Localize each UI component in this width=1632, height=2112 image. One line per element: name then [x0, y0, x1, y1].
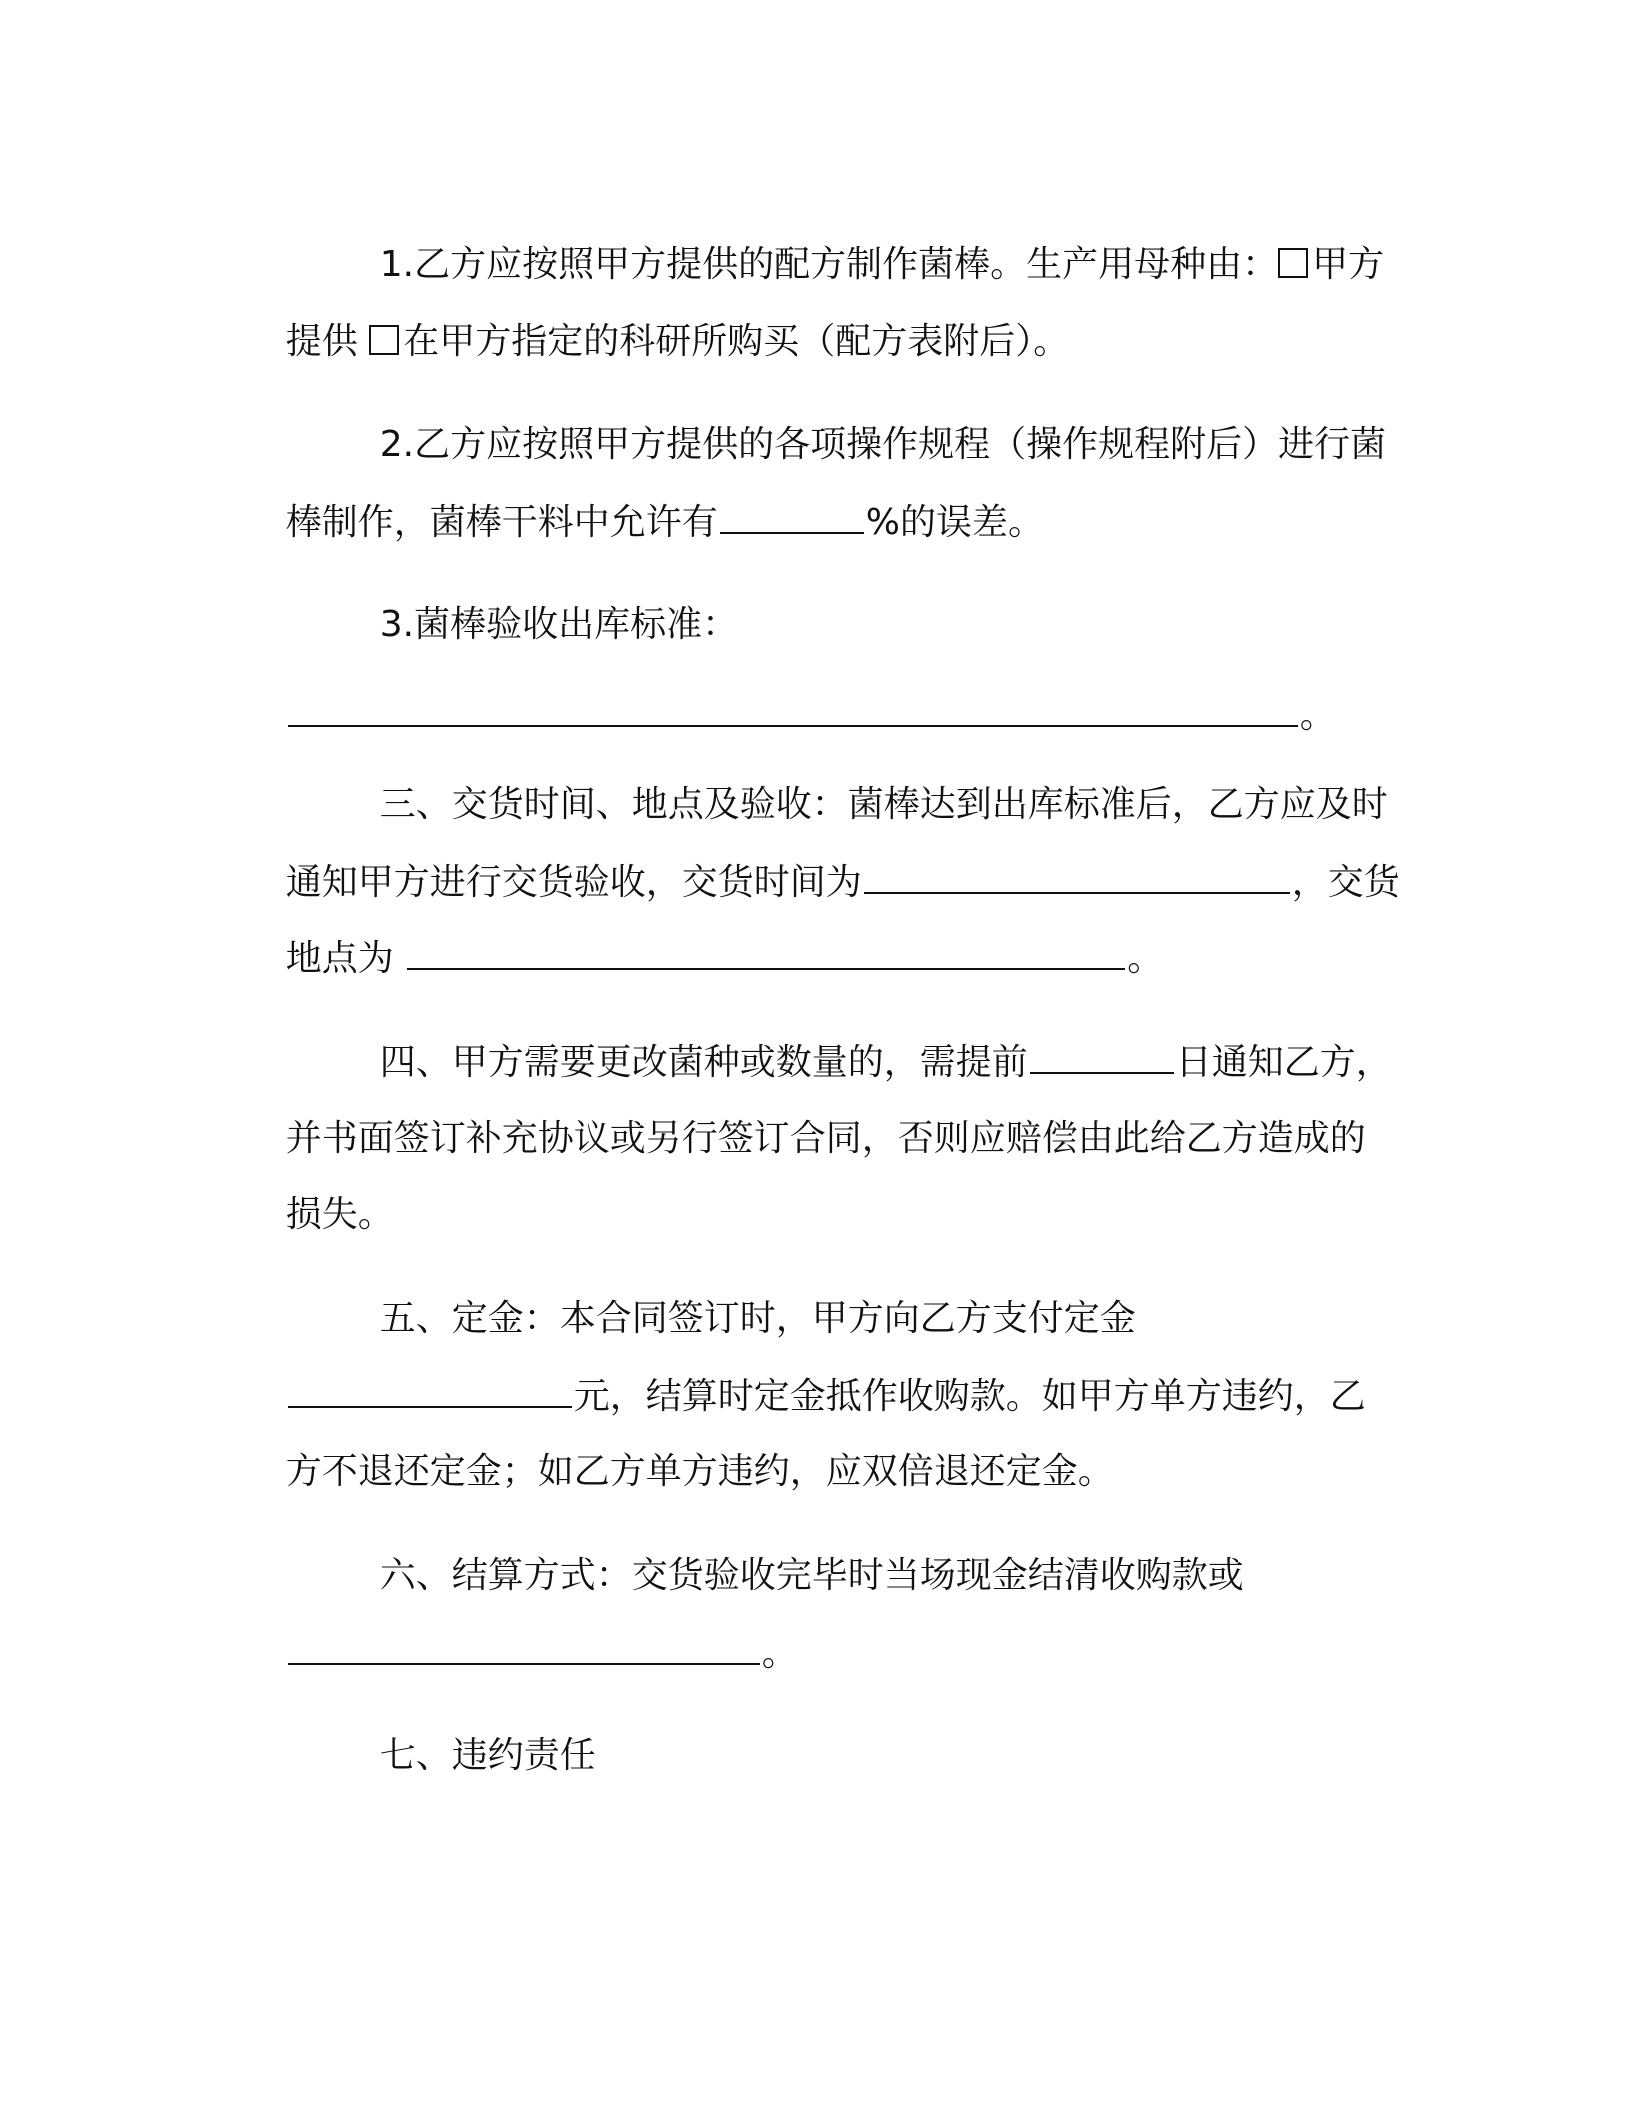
clause-2-line-2-suffix: %的误差。: [865, 502, 1045, 543]
clause-3-line-2-suffix: 。: [1299, 695, 1336, 736]
liability-heading: [334, 1684, 596, 1776]
option-research-institute-label: 在甲方指定的科研所购买（配方表附后）。: [403, 321, 1070, 362]
deposit-line-3: [240, 1400, 1114, 1492]
acceptance-standard-blank[interactable]: [288, 691, 1298, 727]
change-line-1-suffix: 日通知乙方，: [1175, 1042, 1392, 1083]
checkbox-option-party-a[interactable]: [1278, 248, 1308, 278]
clause-1-line-2: [240, 270, 1070, 362]
deposit-line-2-suffix: 元，结算时定金抵作收购款。如甲方单方违约，乙: [573, 1376, 1366, 1417]
clause-1-line-2-prefix: 提供: [285, 321, 358, 362]
delivery-line-3: [240, 886, 1164, 979]
clause-3-line-2: [240, 643, 1336, 736]
delivery-line-1: [334, 733, 1388, 825]
delivery-line-2-prefix: 通知甲方进行交货验收，交货时间为: [285, 862, 862, 903]
delivery-line-2-suffix: ，交货: [1291, 862, 1400, 903]
liability-heading-text: 七、违约责任: [379, 1735, 596, 1776]
option-party-a-label: 甲方: [1312, 244, 1385, 285]
clause-3-text: 3.菌棒验收出库标准：: [379, 604, 739, 645]
change-line-1: [334, 990, 1392, 1083]
delivery-line-3-suffix: 。: [1127, 938, 1164, 979]
change-line-2: [240, 1067, 1366, 1159]
change-line-2-text: 并书面签订补充协议或另行签订合同，否则应赔偿由此给乙方造成的: [285, 1118, 1366, 1159]
settlement-method-blank[interactable]: [288, 1629, 760, 1665]
delivery-location-blank[interactable]: [407, 934, 1125, 970]
settlement-line-2: [240, 1581, 798, 1674]
checkbox-option-research-institute[interactable]: [369, 325, 399, 355]
clause-2-text: 2.乙方应按照甲方提供的各项操作规程（操作规程附后）进行菌: [379, 424, 1387, 465]
settlement-line-2-suffix: 。: [761, 1633, 798, 1674]
settlement-heading-text: 六、结算方式：交货验收完毕时当场现金结清收购款或: [379, 1555, 1244, 1596]
deposit-heading-text: 五、定金：本合同签订时，甲方向乙方支付定金: [379, 1298, 1136, 1339]
clause-1-text: 1.乙方应按照甲方提供的配方制作菌棒。生产用母种由：: [379, 244, 1279, 285]
clause-1-line-1: [334, 193, 1385, 285]
change-line-3: [240, 1143, 394, 1235]
delivery-line-2: [240, 810, 1400, 903]
clause-2-line-1: [334, 373, 1387, 465]
deposit-line-3-text: 方不退还定金；如乙方单方违约，应双倍退还定金。: [285, 1451, 1114, 1492]
delivery-heading-text: 三、交货时间、地点及验收：菌棒达到出库标准后，乙方应及时: [379, 784, 1388, 825]
settlement-line-1: [334, 1504, 1244, 1596]
delivery-line-3-prefix: 地点为: [285, 938, 394, 979]
change-line-3-text: 损失。: [285, 1194, 394, 1235]
deposit-line-1: [334, 1247, 1136, 1339]
clause-2-line-2-prefix: 棒制作，菌棒干料中允许有: [285, 502, 718, 543]
clause-2-line-2: [240, 450, 1045, 543]
deposit-line-2: [240, 1324, 1366, 1417]
tolerance-blank[interactable]: [720, 498, 864, 534]
change-line-1-prefix: 四、甲方需要更改菌种或数量的，需提前: [379, 1042, 1028, 1083]
clause-3-line-1: [334, 553, 739, 645]
